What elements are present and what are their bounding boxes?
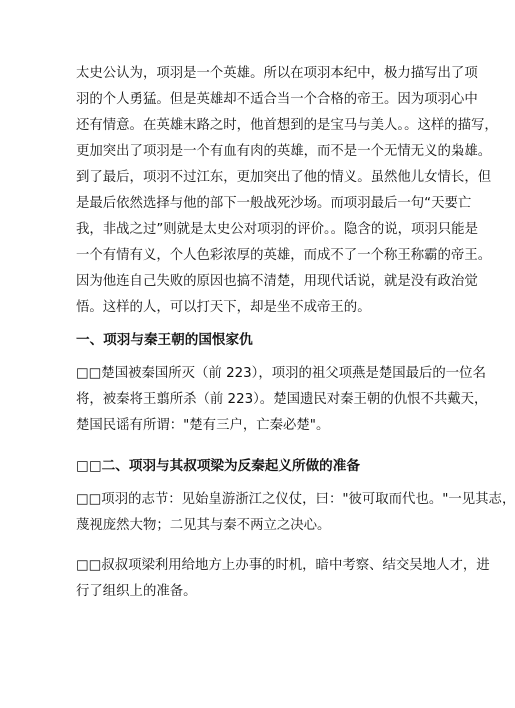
intro-line-10: 悟。这样的人，可以打天下，却是坐不成帝王的。 <box>76 300 371 315</box>
section-two-para2-line-1: □□叔叔项梁利用给地方上办事的时机，暗中考察、结交吴地人才，进 <box>76 558 490 573</box>
intro-line-6: 是最后依然选择与他的部下一般战死沙场。而项羽最后一句“天要亡 <box>76 196 472 211</box>
section-two-para1-line-1: □□项羽的志节：见始皇游浙江之仪仗，曰："彼可取而代也。"一见其志， <box>76 492 515 507</box>
intro-line-7: 我，非战之过”则就是太史公对项羽的评价。。隐含的说，项羽只能是 <box>76 222 478 237</box>
intro-line-4: 更加突出了项羽是一个有血有肉的英雄，而不是一个无情无义的枭雄。 <box>76 144 492 159</box>
intro-line-9: 因为他连自己失败的原因也搞不清楚，用现代话说，就是没有政治觉 <box>76 274 478 289</box>
intro-line-3: 还有情意。在英雄末路之时，他首想到的是宝马与美人。。这样的描写， <box>76 118 498 133</box>
section-one-line-1: □□楚国被秦国所灭（前 223），项羽的祖父项燕是楚国最后的一位名 <box>76 366 486 381</box>
intro-line-1: 太史公认为，项羽是一个英雄。所以在项羽本纪中，极力描写出了项 <box>76 66 478 81</box>
intro-line-2: 羽的个人勇猛。但是英雄却不适合当一个合格的帝王。因为项羽心中 <box>76 92 478 107</box>
section-two-para1-line-2: 蔑视庞然大物；二见其与秦不两立之决心。 <box>76 518 331 533</box>
intro-line-5: 到了最后，项羽不过江东，更加突出了他的情义。虽然他儿女情长，但 <box>76 170 492 185</box>
section-one-heading: 一、项羽与秦王朝的国恨家仇 <box>76 332 253 348</box>
section-two-para2-line-2: 行了组织上的准备。 <box>76 584 197 599</box>
intro-line-8: 一个有情有义，个人色彩浓厚的英雄，而成不了一个称王称霸的帝王。 <box>76 248 492 263</box>
section-one-line-3: 楚国民谣有所谓："楚有三户，亡秦必楚"。 <box>76 418 330 433</box>
section-two-heading: □□二、项羽与其叔项梁为反秦起义所做的准备 <box>76 458 360 474</box>
section-one-line-2: 将，被秦将王翦所杀（前 223）。楚国遗民对秦王朝的仇恨不共戴天， <box>76 392 488 407</box>
